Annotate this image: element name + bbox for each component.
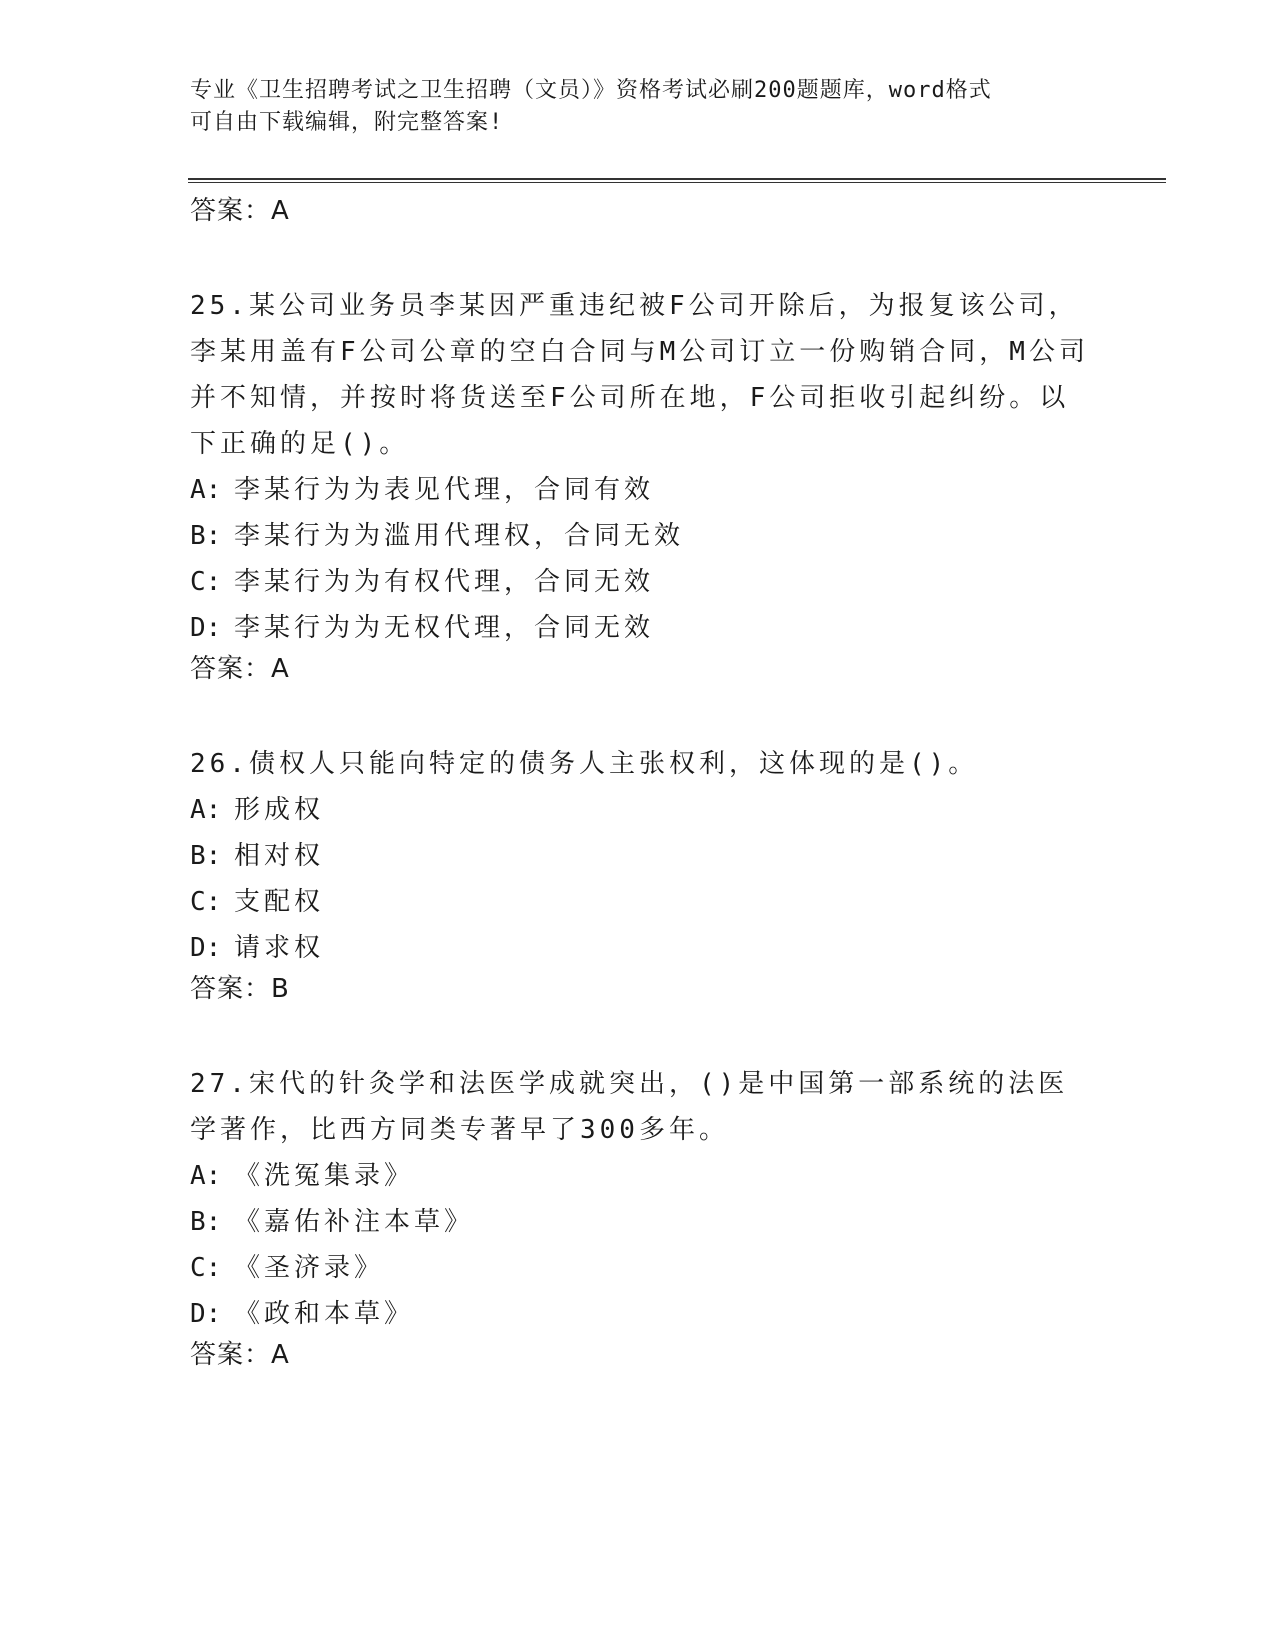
question-answer: 答案：A — [190, 1340, 290, 1370]
option-label: B: — [190, 841, 222, 871]
option-a — [190, 1153, 1090, 1199]
option-label: C: — [190, 887, 222, 917]
option-text: 《洗冤集录》 — [234, 1161, 415, 1191]
question-stem: 27.宋代的针灸学和法医学成就突出，()是中国第一部系统的法医学著作，比西方同类专著早了300多年。 — [190, 1069, 1069, 1145]
option-label: C: — [190, 1253, 222, 1283]
question-27 — [190, 1061, 1090, 1373]
option-d — [190, 925, 1090, 971]
page-header — [190, 75, 1090, 139]
option-text: 《政和本草》 — [234, 1299, 415, 1329]
option-label: B: — [190, 1207, 222, 1237]
question-answer: 答案：B — [190, 974, 290, 1004]
option-b — [190, 1199, 1090, 1245]
option-label: C: — [190, 567, 222, 597]
option-d — [190, 1291, 1090, 1337]
option-text: 形成权 — [234, 795, 325, 825]
question-answer: 答案：A — [190, 654, 290, 684]
question-26 — [190, 741, 1090, 1007]
option-text: 李某行为为无权代理，合同无效 — [234, 613, 655, 643]
option-label: A: — [190, 475, 222, 505]
option-text: 李某行为为有权代理，合同无效 — [234, 567, 655, 597]
option-d — [190, 605, 1090, 651]
option-c — [190, 1245, 1090, 1291]
option-c — [190, 879, 1090, 925]
question-list — [190, 193, 1090, 1373]
question-25 — [190, 283, 1090, 687]
question-stem: 26.债权人只能向特定的债务人主张权利，这体现的是()。 — [190, 749, 979, 779]
option-b — [190, 833, 1090, 879]
header-divider — [188, 178, 1166, 183]
option-text: 李某行为为表见代理，合同有效 — [234, 475, 655, 505]
option-text: 请求权 — [234, 933, 325, 963]
option-label: B: — [190, 521, 222, 551]
option-a — [190, 787, 1090, 833]
option-c — [190, 559, 1090, 605]
question-stem: 25.某公司业务员李某因严重违纪被F公司开除后，为报复该公司，李某用盖有F公司公章的空白合同与M公司订立一份购销合同，M公司并不知情，并按时将货送至F公司所在地，F公司拒收引起纠纷。以下正确的足()。 — [190, 291, 1089, 459]
option-a — [190, 467, 1090, 513]
option-label: D: — [190, 1299, 222, 1329]
option-text: 相对权 — [234, 841, 325, 871]
option-label: A: — [190, 1161, 222, 1191]
option-text: 《圣济录》 — [234, 1253, 385, 1283]
previous-answer: 答案：A — [190, 196, 290, 226]
option-b — [190, 513, 1090, 559]
header-line-1: 专业《卫生招聘考试之卫生招聘（文员）》资格考试必刷200题题库，word格式 — [190, 78, 992, 103]
option-text: 支配权 — [234, 887, 325, 917]
header-line-2: 可自由下载编辑，附完整答案! — [190, 110, 504, 135]
option-label: A: — [190, 795, 222, 825]
option-label: D: — [190, 613, 222, 643]
option-text: 《嘉佑补注本草》 — [234, 1207, 475, 1237]
option-text: 李某行为为滥用代理权，合同无效 — [234, 521, 685, 551]
option-label: D: — [190, 933, 222, 963]
